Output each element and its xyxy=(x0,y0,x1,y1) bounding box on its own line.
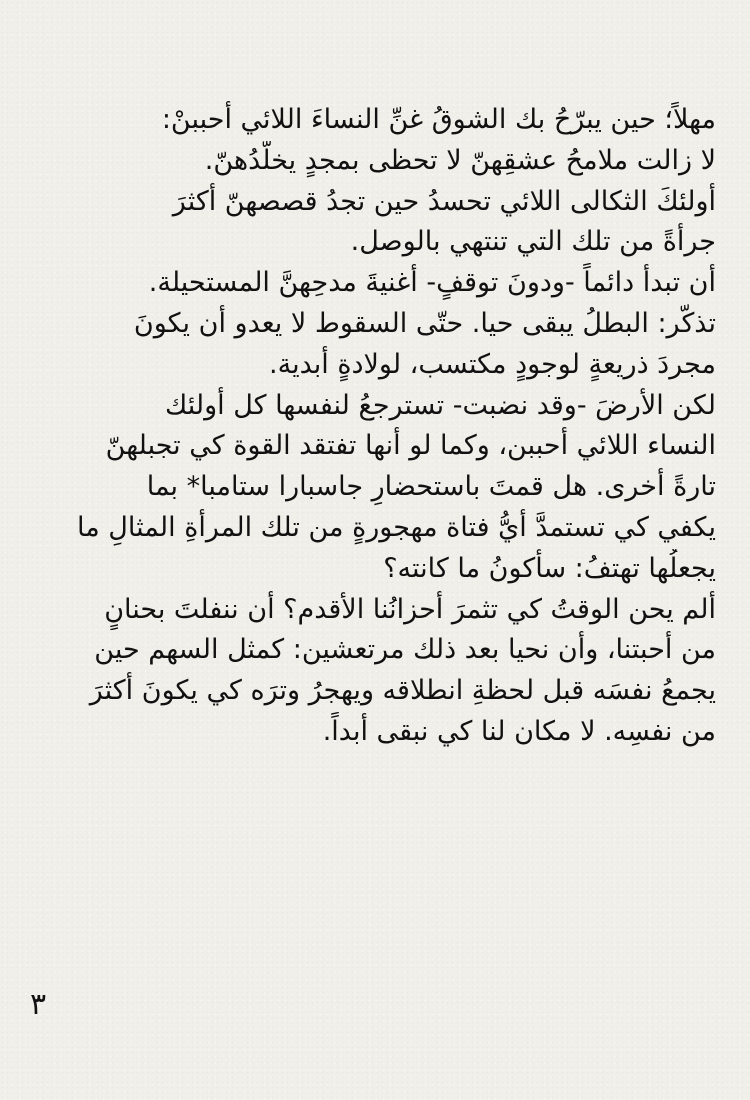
poem-line-11: يكفي كي تستمدَّ أيُّ فتاة مهجورةٍ من تلك المرأةِ المثالِ ما xyxy=(77,511,716,543)
poem-line-7: مجردَ ذريعةٍ لوجودٍ مكتسب، لولادةٍ أبدية. xyxy=(269,348,716,380)
poem-line-9: النساء اللائي أحببن، وكما لو أنها تفتقد القوة كي تجبلهنّ xyxy=(105,430,716,462)
poem-line-16: من نفسِه. لا مكان لنا كي نبقى أبداً. xyxy=(322,715,716,747)
poem-line-3: أولئكَ الثكالى اللائي تحسدُ حين تجدُ قصصهنّ أكثرَ xyxy=(172,185,716,217)
poem-line-4: جرأةً من تلك التي تنتهي بالوصل. xyxy=(350,226,716,258)
poem-line-5: أن تبدأ دائماً -ودونَ توقفٍ- أغنيةَ مدحِهنَّ المستحيلة. xyxy=(148,267,716,299)
poem-line-2: لا زالت ملامحُ عشقِهنّ لا تحظى بمجدٍ يخلّدُهنّ. xyxy=(204,144,716,176)
poem-line-6: تذكّر: البطلُ يبقى حيا. حتّى السقوط لا يعدو أن يكونَ xyxy=(133,307,716,339)
poem-line-12: يجعلُها تهتفُ: سأكونُ ما كانته؟ xyxy=(383,552,716,584)
poem-line-15: يجمعُ نفسَه قبل لحظةِ انطلاقه ويهجرُ وترَه كي يكونَ أكثرَ xyxy=(89,675,716,707)
poem-line-13: ألم يحن الوقتُ كي تثمرَ أحزانُنا الأقدم؟ أن ننفلتَ بحنانٍ xyxy=(104,593,716,625)
poem-line-8: لكن الأرضَ -وقد نضبت- تسترجعُ لنفسها كل أولئك xyxy=(164,389,716,421)
poem-line-14: من أحبتنا، وأن نحيا بعد ذلك مرتعشين: كمثل السهم حين xyxy=(94,634,716,666)
poem-line-10: تارةً أخرى. هل قمتَ باستحضارِ جاسبارا ستامبا* بما xyxy=(146,471,716,503)
poem-text xyxy=(36,100,716,753)
page-number: ٣ xyxy=(30,987,47,1022)
poem-line-1: مهلاً؛ حين يبرّحُ بك الشوقُ غنِّ النساءَ اللائي أحببنْ: xyxy=(161,104,716,135)
